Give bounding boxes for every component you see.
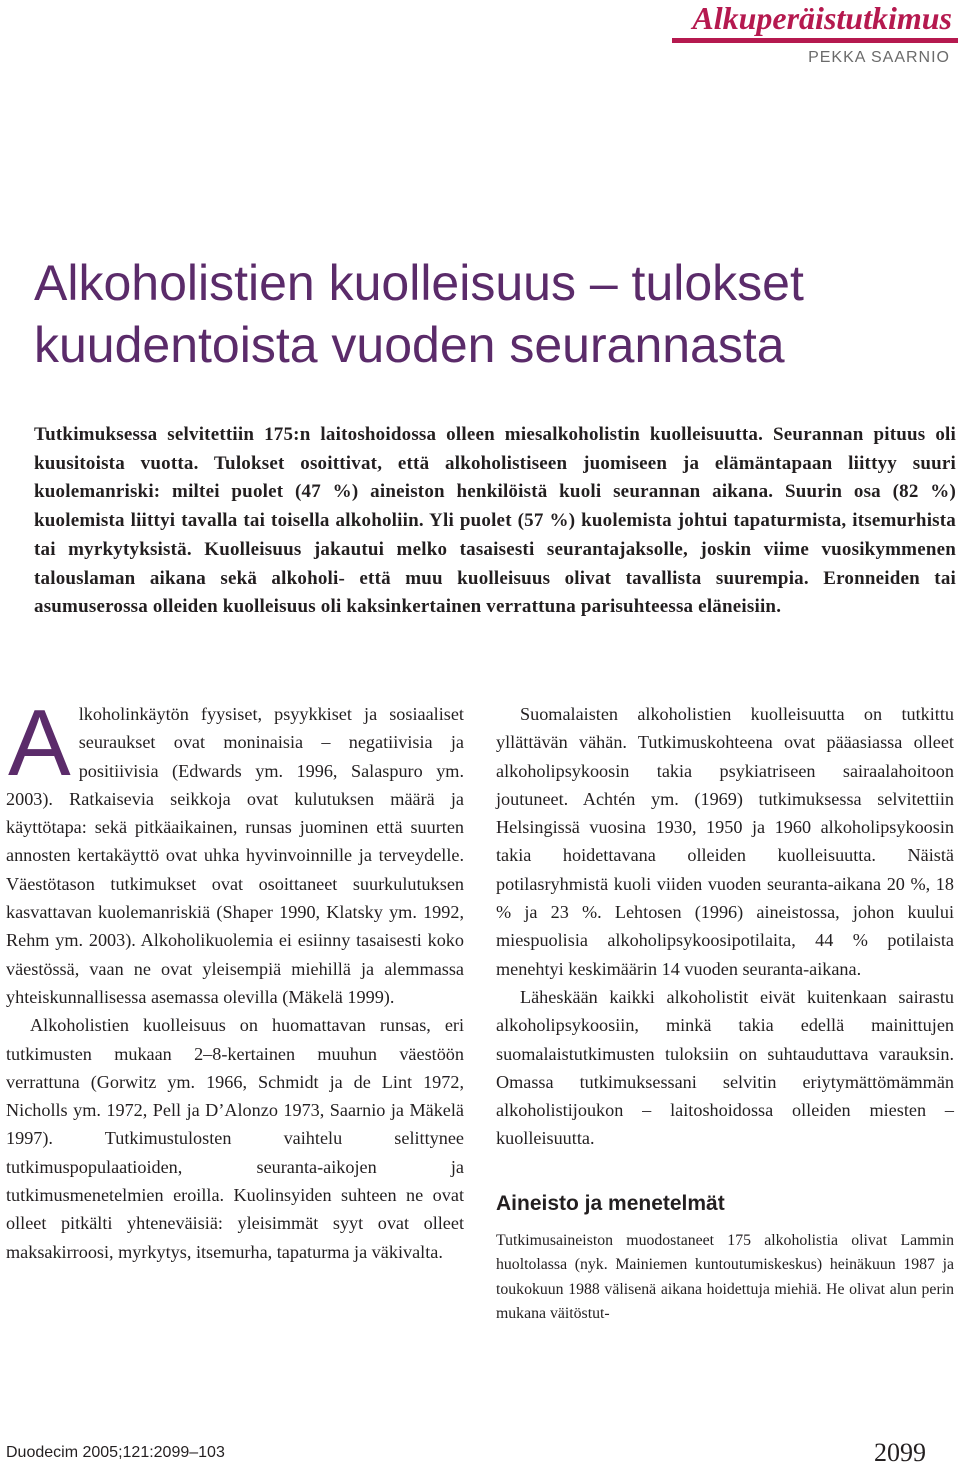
body-paragraph-2: Alkoholistien kuolleisuus on huomattavan runsas, eri tutkimusten mukaan 2–8-kertainen muuhun väestöön verrattuna (Gorwitz ym. 1966, Schmidt ja de Lint 1972, Nicholls ym. 1972, Pell ja D’Alonzo 1973, Saarnio ja Mäkelä 1997). Tutkimustulosten vaihtelu selittynee tutkimuspopulaatioiden, seuranta-aikojen ja tutkimusmenetelmien eroilla. Kuolinsyiden suhteen ne ovat olleet pitkälti yhteneväisiä: yleisimmät syyt ovat olleet maksakirroosi, myrkytys, itsemurha, tapaturma ja väkivalta. — [6, 1015, 464, 1262]
right-column — [496, 700, 954, 1326]
abstract: Tutkimuksessa selvitettiin 175:n laitoshoidossa olleen miesalkoholistin kuolleisuutta. Seurannan pituus oli kuusitoista vuotta. Tulokset osoittivat, että alkoholistiseen juomiseen ja elämäntapaan liittyy suuri kuolemanriski: miltei puolet (47 %) aineiston henkilöistä kuoli seurannan aikana. Suurin osa (82 %) kuolemista liittyi tavalla tai toisella alkoholiin. Yli puolet (57 %) kuolemista johtui tapaturmista, itsemurhista tai myrkytyksistä. Kuolleisuus jakautui melko tasaisesti seurantajaksolle, joskin viime vuosikymmenen talouslaman aikana sekä alkoholi- että muu kuolleisuus olivat tavallista suurempia. Eronneiden tai asumuserossa olleiden kuolleisuus oli kaksinkertainen verrattuna parisuhteessa eläneisiin. — [34, 424, 956, 618]
body-paragraph-1-text: lkoholinkäytön fyysiset, psyykkiset ja sosiaaliset seuraukset ovat moninaisia – negatiivisia ja positiivisia (Edwards ym. 1996, Salaspuro ym. 2003). Ratkaisevia seikkoja ovat kulutuksen määrä ja käyttötapa: sekä pitkäaikainen, runsas juominen että suurten annosten kertakäyttö ovat uhka hyvinvoinnille ja terveydelle. Väestötason tutkimukset ovat osoittaneet suurkulutuksen kasvattavan kuolemanriskiä (Shaper 1990, Klatsky ym. 1992, Rehm ym. 2003). Alkoholikuolemia ei esiinny tasaisesti koko väestössä, vaan ne ovat yleisempiä miehillä ja alemmassa yhteiskunnallisessa asemassa olevilla (Mäkelä 1999). — [6, 704, 464, 1007]
section-label: Alkuperäistutkimus — [692, 0, 952, 36]
body-paragraph-3: Suomalaisten alkoholistien kuolleisuutta on tutkittu yllättävän vähän. Tutkimuskohteena ovat pääasiassa olleet alkoholipsykoosin takia psykiatriseen sairaalahoitoon joutuneet. Achtén ym. (1969) tutkimuksessa selvitettiin Helsingissä vuosina 1930, 1950 ja 1960 alkoholipsykoosin takia hoidettavana olleiden kuolleisuutta. Näistä potilasryhmistä kuoli viiden vuoden seuranta-aikana 20 %, 18 % ja 23 %. Lehtosen (1996) aineistossa, johon kuului miespuolisia alkoholipsykoosipotilaita, 44 % potilaista menehtyi keskimäärin 14 vuoden seuranta-aikana. — [496, 704, 954, 979]
section-heading-methods: Aineisto ja menetelmät — [496, 1191, 725, 1215]
body-paragraph-1 — [6, 690, 464, 1011]
methods-paragraph: Tutkimusaineiston muodostaneet 175 alkoholistia olivat Lammin huoltolassa (nyk. Mainiemen kuntoutumiskeskus) heinäkuun 1987 ja toukokuun 1988 välisenä aikana hoidettuja miehiä. He olivat alun perin mukana väitöstut- — [496, 1231, 954, 1322]
drop-cap: A — [8, 690, 71, 795]
page-number: 2099 — [874, 1438, 926, 1467]
journal-citation: Duodecim 2005;121:2099–103 — [6, 1444, 225, 1461]
section-rule — [672, 38, 958, 43]
author-name: PEKKA SAARNIO — [808, 49, 950, 66]
left-column — [6, 690, 464, 1266]
body-paragraph-4: Läheskään kaikki alkoholistit eivät kuitenkaan sairastu alkoholipsykoosiin, minkä takia edellä mainittujen suomalaistutkimusten tuloksiin on suhtauduttava varauksin. Omassa tutkimuksessani selvitin eriytymättömämmän alkoholistijoukon – laitoshoidossa olleiden miesten – kuolleisuutta. — [496, 986, 954, 1149]
article-title: Alkoholistien kuolleisuus – tulokset kuudentoista vuoden seurannasta — [34, 255, 804, 373]
